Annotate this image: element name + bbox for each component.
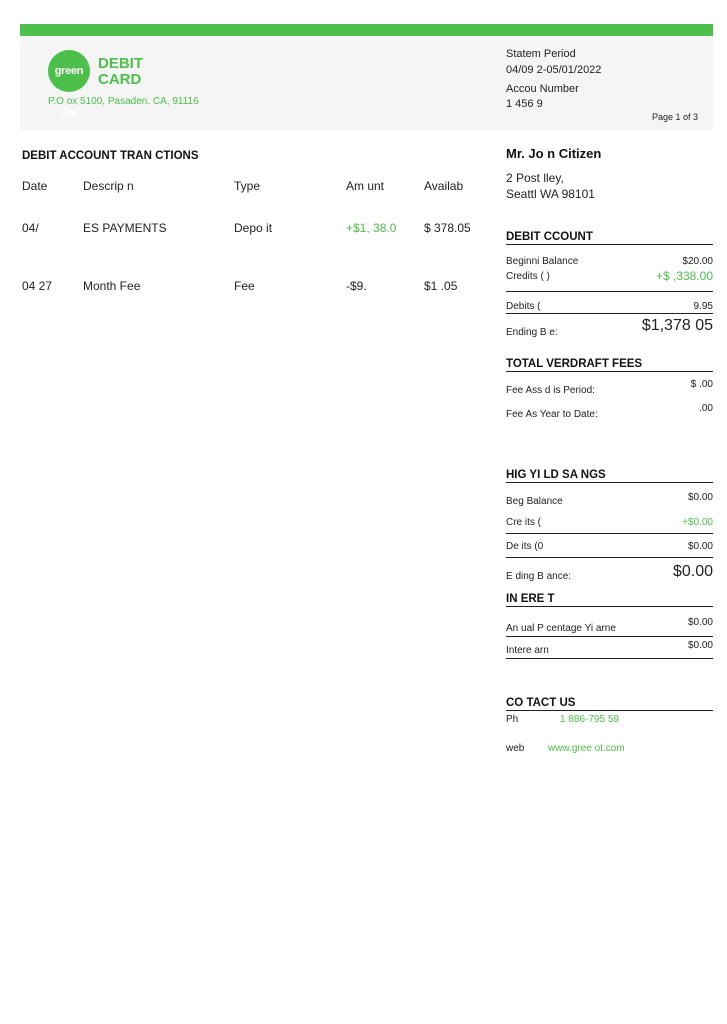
label: Fee As Year to Date: <box>506 409 598 420</box>
row-type: Depo it <box>234 221 273 235</box>
savings-debits <box>506 541 713 552</box>
divider <box>506 533 713 534</box>
statement-period: 04/09 2-05/01/2022 <box>506 64 602 76</box>
card-title-line1: DEBIT <box>98 55 143 72</box>
divider <box>506 557 713 558</box>
savings-credits <box>506 517 713 528</box>
divider <box>506 636 713 637</box>
col-header-type: Type <box>234 179 261 193</box>
debit-account-title: DEBIT CCOUNT <box>506 231 713 245</box>
debit-debits <box>506 301 713 312</box>
debit-beginning-balance <box>506 256 713 267</box>
debit-ending-balance <box>506 317 713 338</box>
label: De its (0 <box>506 541 544 552</box>
row-amount: -$9. <box>346 279 367 293</box>
page-number: Page 1 of 3 <box>652 112 699 122</box>
statement-period-label: Statem Period <box>506 48 576 60</box>
contact-phone <box>506 714 713 725</box>
value: +$0.00 <box>682 517 713 528</box>
account-number-label: Accou Number <box>506 83 579 95</box>
row-description: Month Fee <box>83 279 141 293</box>
label: Beginni Balance <box>506 256 579 267</box>
interest-title: IN ERE T <box>506 593 713 607</box>
row-type: Fee <box>234 279 255 293</box>
row-date: 04 27 <box>22 279 53 293</box>
label: Intere arn <box>506 645 549 656</box>
divider <box>506 658 713 659</box>
label: Beg Balance <box>506 496 563 507</box>
divider <box>506 291 713 292</box>
value: $1,378 05 <box>641 317 713 334</box>
transactions-title: DEBIT ACCOUNT TRAN CTIONS <box>22 150 199 162</box>
row-available: $1 .05 <box>424 279 458 293</box>
label: E ding B ance: <box>506 571 572 582</box>
company-address: P.O ox 5100, Pasaden. CA, 91116 <box>48 96 199 107</box>
fee-this-period <box>506 379 713 396</box>
card-title <box>98 56 143 88</box>
fee-year-to-date <box>506 403 713 420</box>
label: Fee Ass d is Period: <box>506 385 595 396</box>
value: $0.00 <box>672 563 713 580</box>
col-header-description: Descrip n <box>83 179 134 193</box>
brand-top-bar <box>20 24 713 36</box>
customer-name: Mr. Jo n Citizen <box>506 146 602 161</box>
label: Credits ( ) <box>506 271 550 282</box>
value: .00 <box>699 403 713 414</box>
website-link[interactable]: www.gree ot.com <box>548 743 625 754</box>
contact-web <box>506 743 713 754</box>
overdraft-title: TOTAL VERDRAFT FEES <box>506 358 713 372</box>
customer-city: Seattl WA 98101 <box>506 187 595 201</box>
phone-number[interactable]: 1 886-795 59 <box>560 714 619 725</box>
interest-apy <box>506 617 713 634</box>
savings-beginning-balance <box>506 492 713 507</box>
value: +$ ,338.00 <box>655 269 713 283</box>
divider <box>506 313 713 314</box>
col-header-amount: Am unt <box>346 179 385 193</box>
row-date: 04/ <box>22 221 39 235</box>
col-header-available: Availab <box>424 179 464 193</box>
label: An ual P centage Yi arne <box>506 623 616 634</box>
value: $ .00 <box>690 379 713 390</box>
value: $0.00 <box>687 640 713 651</box>
interest-earned <box>506 640 713 656</box>
label: Ending B e: <box>506 327 558 338</box>
label: Ph <box>506 714 519 725</box>
logo-text: green dot <box>54 65 84 119</box>
value: $0.00 <box>687 541 713 552</box>
row-amount: +$1, 38.0 <box>346 221 397 235</box>
card-title-line2: CARD <box>98 71 142 88</box>
debit-credits <box>506 271 713 282</box>
value: $0.00 <box>687 617 713 628</box>
customer-street: 2 Post lley, <box>506 171 564 185</box>
col-header-date: Date <box>22 179 48 193</box>
label: Debits ( <box>506 301 541 312</box>
contact-title: CO TACT US <box>506 697 713 711</box>
row-description: ES PAYMENTS <box>83 221 167 235</box>
value: $0.00 <box>687 492 713 503</box>
value: 9.95 <box>693 301 713 312</box>
label: web <box>506 743 525 754</box>
savings-title: HIG YI LD SA NGS <box>506 469 713 483</box>
row-available: $ 378.05 <box>424 221 471 235</box>
value: $20.00 <box>682 256 713 267</box>
savings-ending-balance <box>506 563 713 582</box>
account-number: 1 456 9 <box>506 98 543 110</box>
green-dot-logo <box>48 50 90 119</box>
label: Cre its ( <box>506 517 541 528</box>
